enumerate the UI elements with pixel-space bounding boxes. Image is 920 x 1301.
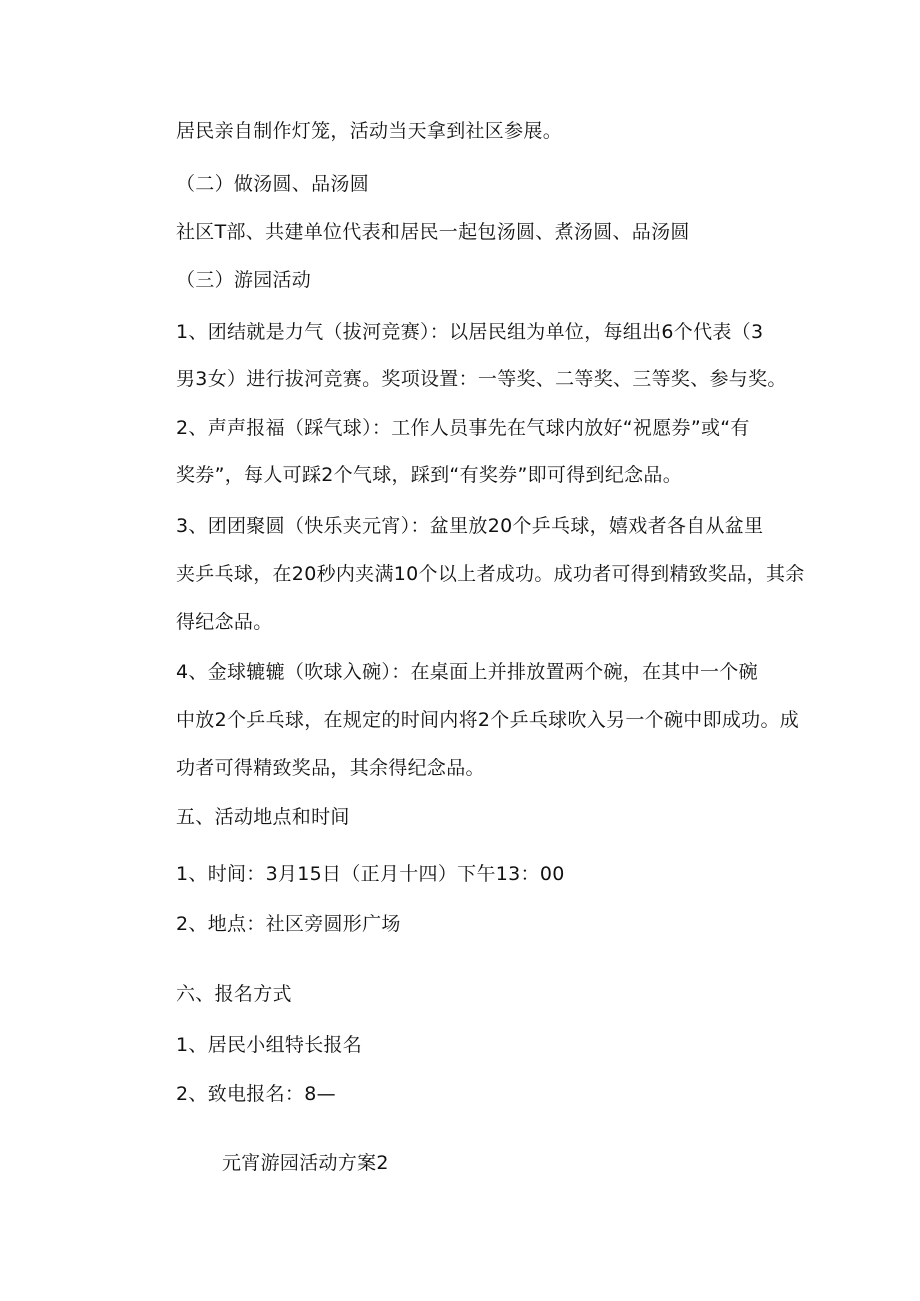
paragraph-line: 社区T部、共建单位代表和居民一起包汤圆、煮汤圆、品汤圆 [176,221,690,243]
document-title: 元宵游园活动方案2 [222,1152,389,1174]
paragraph-line: 得纪念品。 [176,611,273,633]
paragraph-line: 2、声声报福（踩气球）：工作人员事先在气球内放好“祝愿券”或“有 [176,417,750,439]
section-heading: 五、活动地点和时间 [176,806,350,828]
paragraph-line: 1、时间：3月15日（正月十四）下午13：00 [176,863,565,885]
paragraph-line: 2、致电报名：8— [176,1083,336,1105]
paragraph-line: 2、地点：社区旁圆形广场 [176,913,401,935]
paragraph-line: 1、居民小组特长报名 [176,1034,363,1056]
paragraph-line: 夹乒乓球，在20秒内夹满10个以上者成功。成功者可得到精致奖品，其余 [176,563,805,585]
section-heading: （二）做汤圆、品汤圆 [176,173,370,195]
paragraph-line: 功者可得精致奖品，其余得纪念品。 [176,757,485,779]
section-heading: 六、报名方式 [176,983,292,1005]
section-heading: （三）游园活动 [176,269,312,291]
paragraph-line: 居民亲自制作灯笼，活动当天拿到社区参展。 [176,120,563,142]
paragraph-line: 4、金球辘辘（吹球入碗）：在桌面上并排放置两个碗，在其中一个碗 [176,661,758,683]
paragraph-line: 3、团团聚圆（快乐夹元宵）：盆里放20个乒乓球，嬉戏者各自从盆里 [176,515,764,537]
paragraph-line: 1、团结就是力气（拔河竞赛）：以居民组为单位，每组出6个代表（3 [176,321,764,343]
paragraph-line: 奖券”，每人可踩2个气球，踩到“有奖券”即可得到纪念品。 [176,464,683,486]
paragraph-line: 男3女）进行拔河竞赛。奖项设置：一等奖、二等奖、三等奖、参与奖。 [176,368,787,390]
paragraph-line: 中放2个乒乓球，在规定的时间内将2个乒乓球吹入另一个碗中即成功。成 [176,709,800,731]
